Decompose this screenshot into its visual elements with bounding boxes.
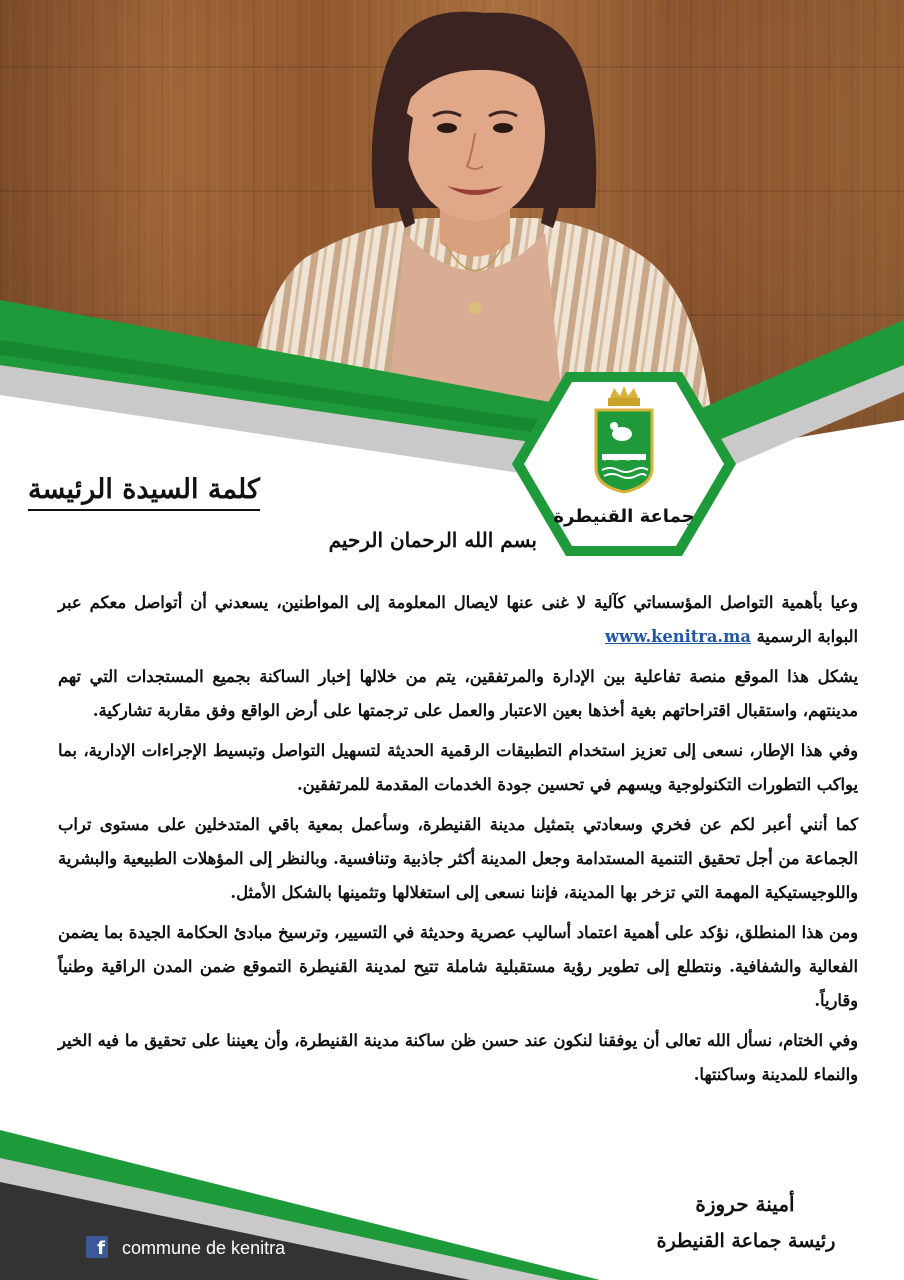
kenitra-badge: [510, 368, 738, 560]
facebook-page-label[interactable]: commune de kenitra: [122, 1238, 286, 1258]
paragraph-1: [58, 586, 858, 654]
paragraph-2: يشكل هذا الموقع منصة تفاعلية بين الإدارة والمرتفقين، يتم من خلالها إخبار الساكنة بجميع المستجدات التي تهم مدينتهم، واستقبال اقتراحاتهم بغية أخذها بعين الاعتبار والعمل على ترجمتها على أرض الواقع وفق مقاربة تشاركية.: [58, 667, 858, 720]
page-title: كلمة السيدة الرئيسة: [28, 474, 260, 511]
signature-name: أمينة حروزة: [695, 1192, 795, 1216]
paragraph-5: ومن هذا المنطلق، نؤكد على أهمية اعتماد أساليب عصرية وحديثة في التسيير، وترسيخ مبادئ الحكامة الجيدة بما يضمن الفعالية والشفافية. ونتطلع إلى تطوير رؤية مستقبلية شاملة تتيح لمدينة القنيطرة التموقع ضمن المدن الراقية وطنياً وقارياً.: [58, 923, 858, 1010]
paragraph-1-text: وعيا بأهمية التواصل المؤسساتي كآلية لا غنى عنها لايصال المعلومة إلى المواطنين، يسعدني أن أتواصل معكم عبر البوابة الرسمية: [58, 593, 858, 646]
paragraph-3: وفي هذا الإطار، نسعى إلى تعزيز استخدام التطبيقات الرقمية الحديثة لتسهيل التواصل وتبسيط الإجراءات الإدارية، بما يواكب التطورات التكنولوجية ويسهم في تحسين جودة الخدمات المقدمة للمرتفقين.: [58, 741, 858, 794]
signature-title: رئيسة جماعة القنيطرة: [656, 1230, 836, 1252]
badge-label: جماعة القنيطرة: [553, 506, 695, 527]
facebook-icon[interactable]: f: [86, 1236, 108, 1258]
paragraph-6: وفي الختام، نسأل الله تعالى أن يوفقنا لنكون عند حسن ظن ساكنة مدينة القنيطرة، وأن يعيننا على تحقيق ما فيه الخير والنماء للمدينة وساكنتها.: [58, 1031, 858, 1084]
message-body: [58, 586, 858, 1098]
website-link[interactable]: www.kenitra.ma: [605, 627, 751, 646]
paragraph-4: كما أنني أعبر لكم عن فخري وسعادتي بتمثيل مدينة القنيطرة، وسأعمل بمعية باقي المتدخلين على مستوى تراب الجماعة من أجل تحقيق التنمية المستدامة وجعل المدينة أكثر جاذبية وتنافسية. وبالنظر إلى المؤهلات الطبيعية والبشرية واللوجيستيكية المهمة التي تزخر بها المدينة، فإننا نسعى إلى استغلالها وتثمينها بالشكل الأمثل.: [58, 815, 858, 902]
basmala: بسم الله الرحمان الرحيم: [328, 528, 537, 552]
